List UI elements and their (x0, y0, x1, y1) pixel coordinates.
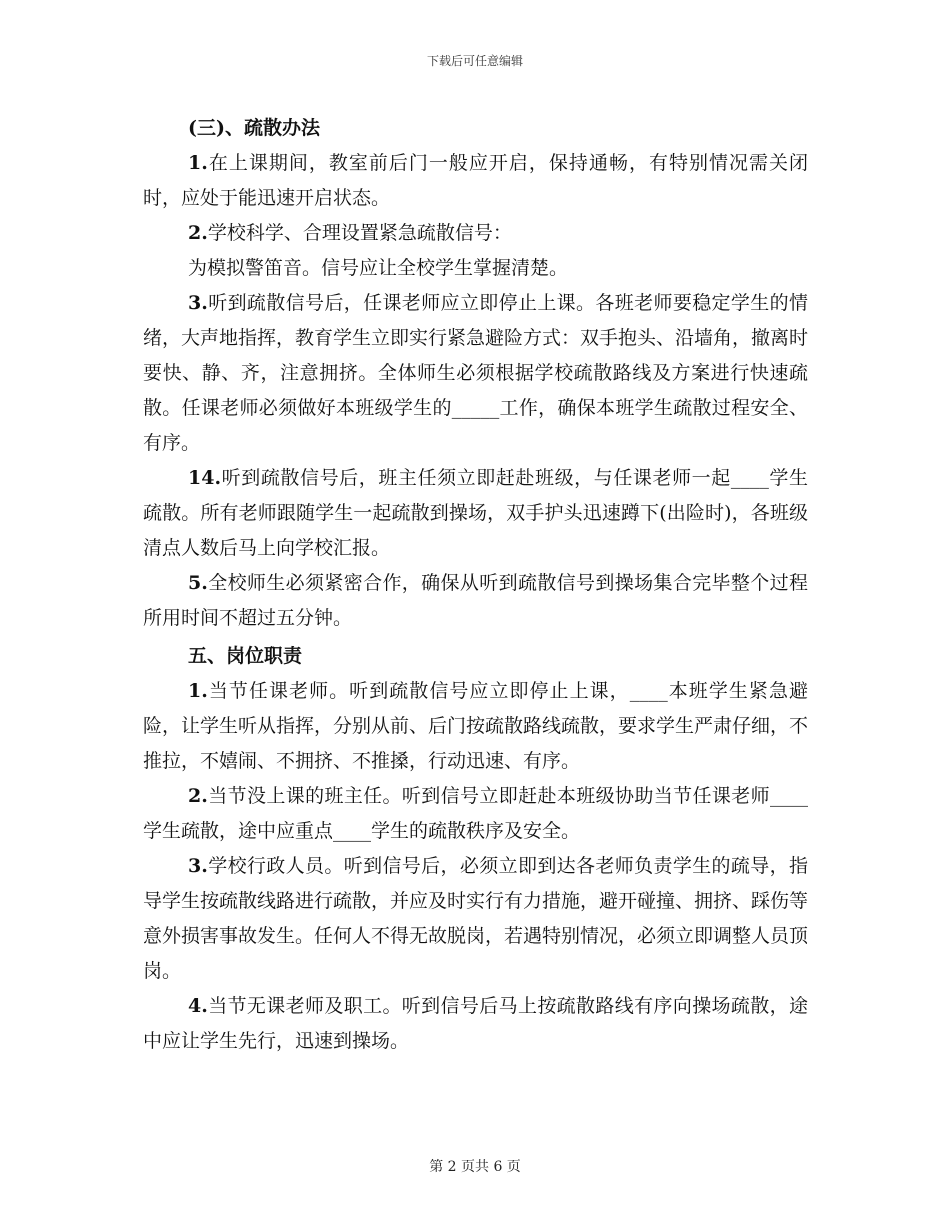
item-text: 学校科学、合理设置紧急疏散信号： (207, 222, 512, 244)
item-text: 为模拟警笛音。信号应让全校学生掌握清楚。 (188, 257, 569, 279)
item-number: 4. (188, 995, 208, 1017)
item-number: 3. (188, 292, 208, 314)
paragraph-item (143, 849, 808, 989)
document-body (143, 110, 808, 1059)
paragraph-item (143, 251, 808, 286)
item-text: 听到疏散信号后，任课老师应立即停止上课。各班老师要稳定学生的情绪，大声地指挥，教育学生立即实行紧急避险方式：双手抱头、沿墙角，撤离时要快、静、齐，注意拥挤。全体师生必须根据学校疏散路线及方案进行快速疏散。任课老师必须做好本班级学生的_____工作，确保本班学生疏散过程安全、有序。 (143, 292, 809, 454)
item-number: 14. (188, 467, 222, 489)
section-heading-job-duties: 五、岗位职责 (188, 645, 303, 667)
item-number: 2. (188, 785, 208, 807)
item-number: 1. (188, 680, 208, 702)
item-text: 在上课期间，教室前后门一般应开启，保持通畅，有特别情况需关闭时，应处于能迅速开启状态。 (143, 152, 808, 209)
item-text: 当节没上课的班主任。听到信号立即赶赴本班级协助当节任课老师____学生疏散，途中应重点____学生的疏散秩序及安全。 (143, 785, 808, 842)
paragraph-item (143, 146, 808, 216)
page-number: 第 2 页共 6 页 (429, 1159, 521, 1175)
item-number: 3. (188, 855, 208, 877)
paragraph-item (143, 779, 808, 849)
item-number: 2. (188, 222, 208, 244)
item-text: 当节无课老师及职工。听到信号后马上按疏散路线有序向操场疏散，途中应让学生先行，迅速到操场。 (143, 995, 808, 1052)
item-text: 全校师生必须紧密合作，确保从听到疏散信号到操场集合完毕整个过程所用时间不超过五分钟。 (143, 572, 808, 629)
section-heading-evacuation-methods: (三)、疏散办法 (188, 117, 320, 139)
paragraph-item (143, 286, 808, 461)
paragraph-item (143, 216, 808, 251)
paragraph-item (143, 989, 808, 1059)
item-text: 听到疏散信号后，班主任须立即赶赴班级，与任课老师一起____学生疏散。所有老师跟随学生一起疏散到操场，双手护头迅速蹲下(出险时)，各班级清点人数后马上向学校汇报。 (143, 467, 808, 559)
item-number: 1. (188, 152, 208, 174)
paragraph-item (143, 461, 808, 566)
paragraph-item (143, 674, 808, 779)
paragraph-item (143, 566, 808, 636)
item-text: 学校行政人员。听到信号后，必须立即到达各老师负责学生的疏导，指导学生按疏散线路进行疏散，并应及时实行有力措施，避开碰撞、拥挤、踩伤等意外损害事故发生。任何人不得无故脱岗，若遇特别情况，必须立即调整人员顶岗。 (143, 855, 809, 982)
item-text: 当节任课老师。听到疏散信号应立即停止上课，____本班学生紧急避险，让学生听从指挥，分别从前、后门按疏散路线疏散，要求学生严肃仔细，不推拉，不嬉闹、不拥挤、不推搡，行动迅速、有序。 (143, 680, 809, 772)
header-note: 下载后可任意编辑 (426, 54, 523, 68)
item-number: 5. (188, 572, 208, 594)
